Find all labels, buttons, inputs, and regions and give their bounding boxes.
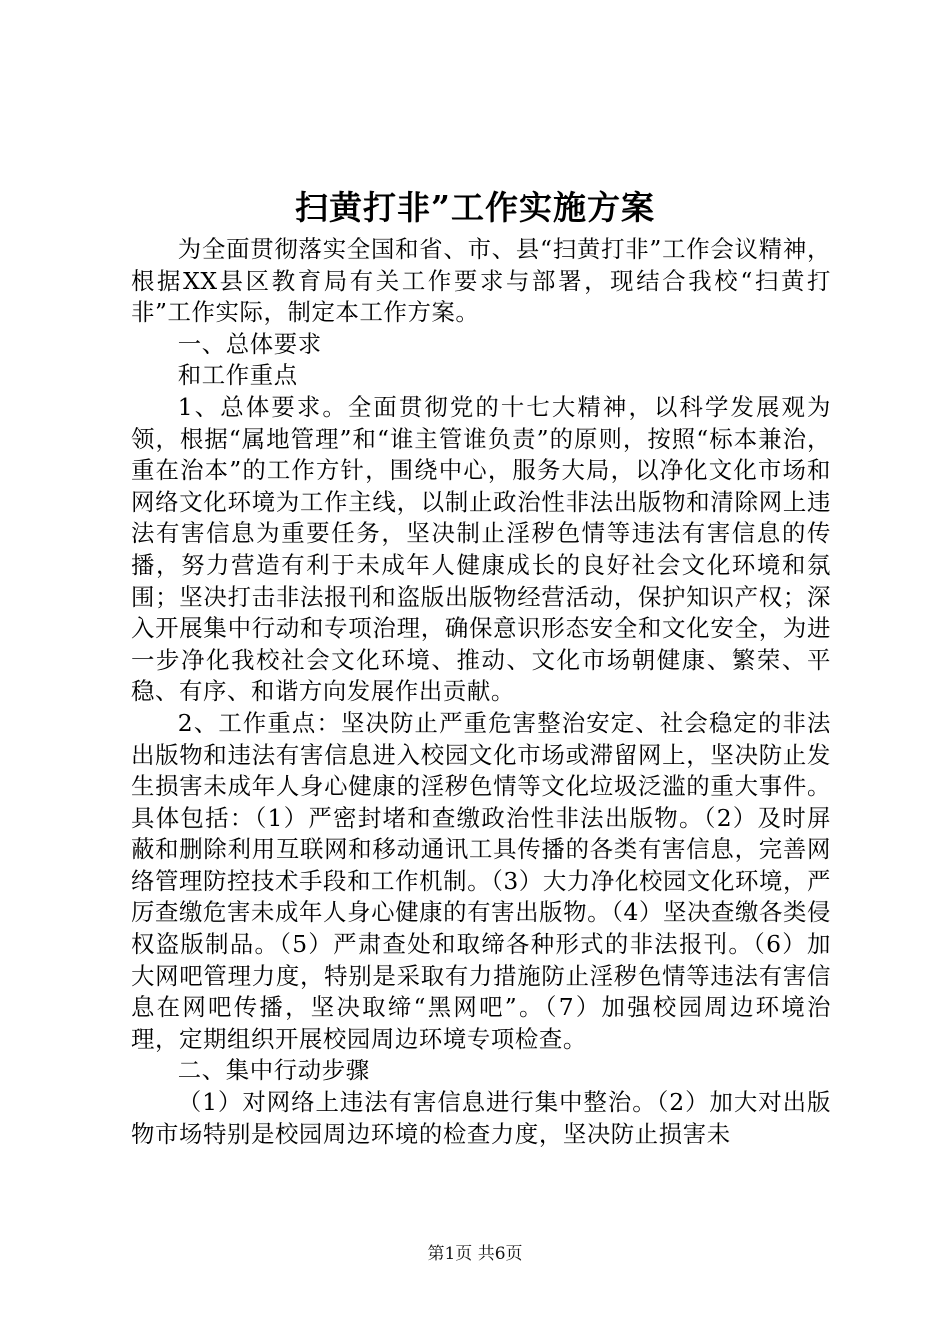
page-number-footer: 第1页 共6页: [427, 1244, 523, 1264]
paragraph-action-steps: （1）对网络上违法有害信息进行集中整治。（2）加大对出版物市场特别是校园周边环境的检查力度，坚决防止损害未: [131, 1088, 831, 1148]
paragraph-intro: 为全面贯彻落实全国和省、市、县“扫黄打非”工作会议精神，根据XX县区教育局有关工作要求与部署，现结合我校“扫黄打非”工作实际，制定本工作方案。: [131, 235, 831, 327]
document-body: [131, 234, 831, 1150]
paragraph-work-focus: 2、工作重点：坚决防止严重危害整治安定、社会稳定的非法出版物和违法有害信息进入校园文化市场或滞留网上，坚决防止发生损害未成年人身心健康的淫秽色情等文化垃圾泛滥的重大事件。具体包括：（1）严密封堵和查缴政治性非法出版物。（2）及时屏蔽和删除利用互联网和移动通讯工具传播的各类有害信息，完善网络管理防控技术手段和工作机制。（3）大力净化校园文化环境，严厉查缴危害未成年人身心健康的有害出版物。（4）坚决查缴各类侵权盗版制品。（5）严肃查处和取缔各种形式的非法报刊。（6）加大网吧管理力度，特别是采取有力措施防止淫秽色情等违法有害信息在网吧传播，坚决取缔“黑网吧”。（7）加强校园周边环境治理，定期组织开展校园周边环境专项检查。: [131, 708, 831, 1053]
heading-work-focus: 和工作重点: [177, 361, 298, 390]
document-title: 扫黄打非”工作实施方案: [295, 188, 655, 227]
heading-action-steps: 二、集中行动步骤: [177, 1056, 370, 1085]
paragraph-general-requirements: 1、总体要求。全面贯彻党的十七大精神，以科学发展观为领，根据“属地管理”和“谁主管谁负责”的原则，按照“标本兼治，重在治本”的工作方针，围绕中心，服务大局，以净化文化市场和网络文化环境为工作主线，以制止政治性非法出版物和清除网上违法有害信息为重要任务，坚决制止淫秽色情等违法有害信息的传播，努力营造有利于未成年人健康成长的良好社会文化环境和氛围；坚决打击非法报刊和盗版出版物经营活动，保护知识产权；深入开展集中行动和专项治理，确保意识形态安全和文化安全，为进一步净化我校社会文化环境、推动、文化市场朝健康、繁荣、平稳、有序、和谐方向发展作出贡献。: [131, 392, 831, 706]
heading-general-requirements: 一、总体要求: [177, 329, 322, 358]
